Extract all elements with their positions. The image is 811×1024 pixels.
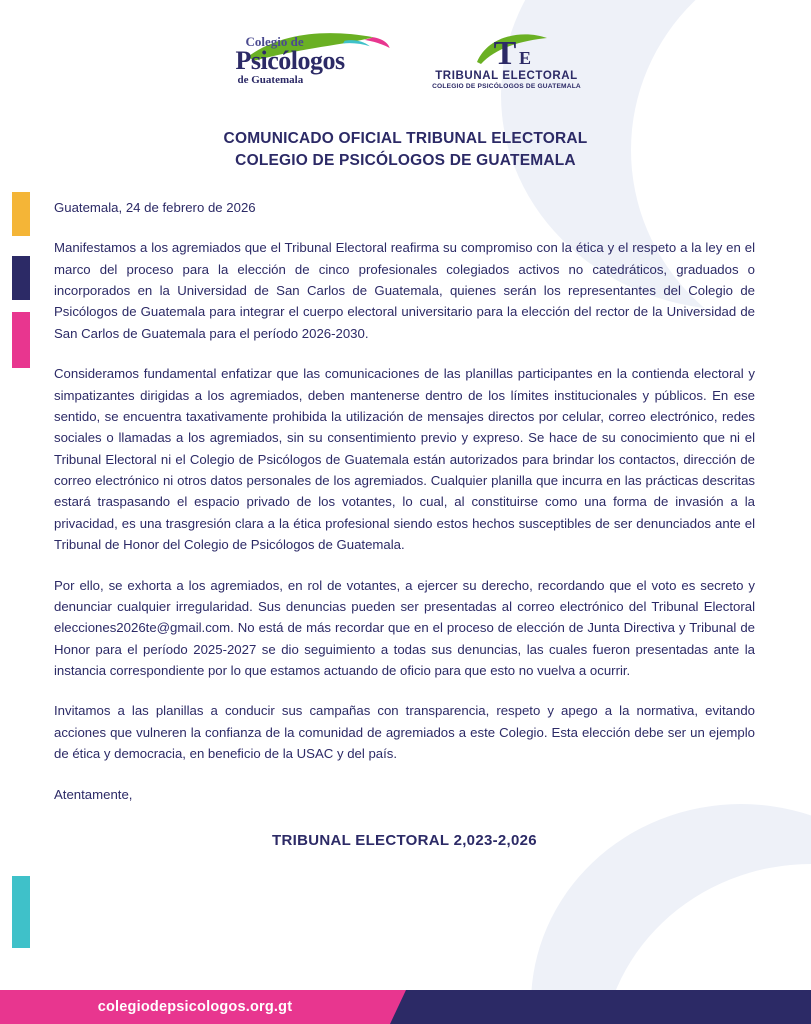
colegio-psicologos-logo — [230, 28, 400, 94]
accent-tab-pink — [12, 312, 30, 368]
footer-website-url[interactable]: colegiodepsicologos.org.gt — [97, 999, 293, 1015]
paragraph-2: Consideramos fundamental enfatizar que las comunicaciones de las planillas participantes en la contienda electoral y simpatizantes dirigidas a los agremiados, deben mantenerse dentro de los límites institucionales y públicos. En ese sentido, se encuentra taxativamente prohibida la utilización de mensajes directos por celular, correo electrónico, redes sociales o llamadas a los agremiados, sin su consentimiento previo y expreso. Se hace de su conocimiento que ni el Tribunal Electoral ni el Colegio de Psicólogos de Guatemala están autorizados para brindar los contactos, dirección de correo electrónico ni otros datos personales de los agremiados. Cualquier planilla que incurra en las prácticas descritas estará traspasando el espacio privado de los votantes, lo cual, al constituirse como una forma de invasión a la privacidad, es una trasgresión clara a la ética profesional siendo estos hechos susceptibles de ser denunciados ante el Tribunal de Honor del Colegio de Psicólogos de Guatemala. — [54, 366, 755, 553]
paragraph-1: Manifestamos a los agremiados que el Tribunal Electoral reafirma su compromiso con la ética y el respeto a la ley en el marco del proceso para la elección de cinco profesionales colegiados activos no catedráticos, graduados o incorporados en la Universidad de San Carlos de Guatemala, quienes serán los representantes del Colegio de Psicólogos de Guatemala para integrar el cuerpo electoral universitario para la elección del rector de la Universidad de San Carlos de Guatemala para el período 2026-2030. — [54, 240, 755, 341]
logo-colegio-line1: Colegio de — [245, 34, 304, 49]
title-line-1: COMUNICADO OFICIAL TRIBUNAL ELECTORAL — [223, 130, 588, 147]
svg-text:T: T — [493, 35, 516, 72]
logo-tribunal-line2: COLEGIO DE PSICÓLOGOS DE GUATEMALA — [432, 83, 581, 90]
logo-colegio-line2: Psicólogos — [235, 46, 345, 75]
accent-tab-yellow — [12, 192, 30, 236]
logo-colegio-line3: de Guatemala — [237, 74, 304, 86]
tribunal-mark-icon — [432, 28, 582, 70]
logo-row — [0, 0, 811, 112]
title-line-2: COLEGIO DE PSICÓLOGOS DE GUATEMALA — [235, 152, 576, 170]
paragraph-4: Invitamos a las planillas a conducir sus campañas con transparencia, respeto y apego a la normativa, evitando acciones que vulneren la confianza de la comunidad de agremiados a este Colegio. Esta elección debe ser un ejemplo de ética y democracia, en beneficio de la USAC y del país. — [54, 703, 755, 762]
paragraph-3: Por ello, se exhorta a los agremiados, en rol de votantes, a ejercer su derecho, recordando que el voto es secreto y denunciar cualquier irregularidad. Sus denuncias pueden ser presentadas al correo electrónico del Tribunal Electoral elecciones2026te@gmail.com. No está de más recordar que en el proceso de elección de Junta Directiva y Tribunal de Honor para el período 2025-2027 se dio seguimiento a todas sus denuncias, las cuales fueron presentadas ante la instancia correspondiente por lo que estamos actuando de oficio para que esto no vuelva a ocurrir. — [54, 577, 755, 679]
logo-tribunal-line1: TRIBUNAL ELECTORAL — [435, 70, 578, 82]
closing-text: Atentamente, — [54, 786, 133, 802]
accent-tab-navy — [12, 256, 30, 300]
svg-text:E: E — [518, 48, 531, 68]
document-date: Guatemala, 24 de febrero de 2026 — [54, 199, 256, 215]
document-body — [54, 197, 755, 853]
accent-tab-teal — [12, 876, 30, 948]
signature-line: TRIBUNAL ELECTORAL 2,023-2,026 — [272, 831, 537, 849]
tribunal-electoral-logo — [432, 28, 582, 98]
page-title — [86, 128, 726, 173]
